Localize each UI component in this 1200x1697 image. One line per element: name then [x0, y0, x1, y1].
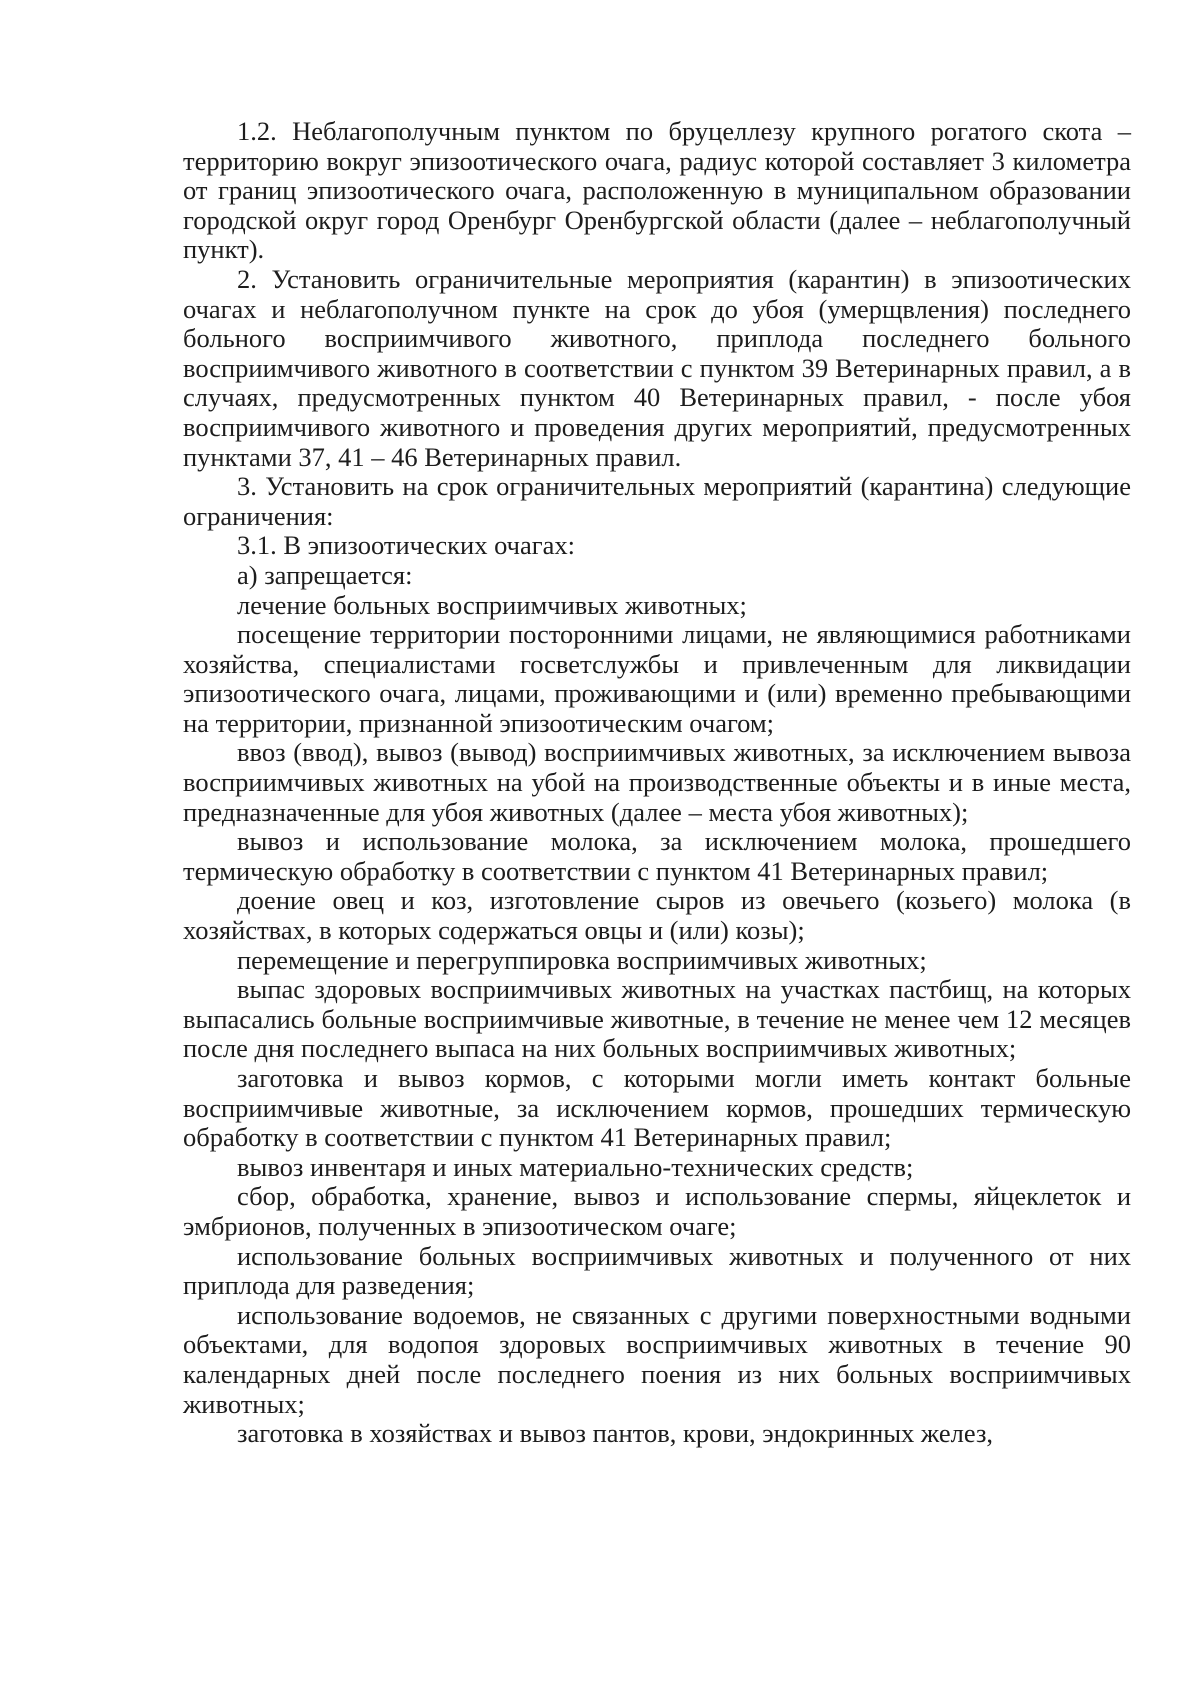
list-item: вывоз и использование молока, за исключением молока, прошедшего термическую обработку в соответствии с пунктом 41 Ветеринарных правил;: [183, 826, 1131, 886]
list-item: вывоз инвентаря и иных материально-технических средств;: [237, 1151, 914, 1182]
list-item: выпас здоровых восприимчивых животных на участках пастбищ, на которых выпасались больные восприимчивые животные, в течение не менее чем 12 месяцев после дня последнего выпаса на них больных восприимчивых животных;: [183, 974, 1131, 1064]
list-item: доение овец и коз, изготовление сыров из овечьего (козьего) молока (в хозяйствах, в которых содержаться овцы и (или) козы);: [183, 885, 1131, 946]
paragraph-1-2: 1.2. Неблагополучным пунктом по бруцеллезу крупного рогатого скота – территорию вокруг эпизоотического очага, радиус которой составляет 3 километра от границ эпизоотического очага, расположенную в муниципальном образовании городской округ город Оренбург Оренбургской области (далее – неблагополучный пункт).: [183, 116, 1131, 265]
list-item: сбор, обработка, хранение, вывоз и использование спермы, яйцеклеток и эмбрионов, полученных в эпизоотическом очаге;: [183, 1181, 1131, 1241]
paragraph-2: 2. Установить ограничительные мероприятия (карантин) в эпизоотических очагах и неблагополучном пункте на срок до убоя (умерщвления) последнего больного восприимчивого животного, приплода последнего больного восприимчивого животного в соответствии с пунктом 39 Ветеринарных правил, а в случаях, предусмотренных пунктом 40 Ветеринарных правил, - после убоя восприимчивого животного и проведения других мероприятий, предусмотренных пунктами 37, 41 – 46 Ветеринарных правил.: [183, 263, 1131, 472]
list-item: заготовка в хозяйствах и вывоз пантов, крови, эндокринных желез,: [237, 1418, 994, 1449]
list-item: использование больных восприимчивых животных и полученного от них приплода для разведения;: [183, 1240, 1131, 1301]
paragraph-3: 3. Установить на срок ограничительных мероприятий (карантина) следующие ограничения:: [183, 471, 1131, 531]
paragraph-3-1: 3.1. В эпизоотических очагах:: [237, 530, 575, 561]
list-item: использование водоемов, не связанных с другими поверхностными водными объектами, для водопоя здоровых восприимчивых животных в течение 90 календарных дней после последнего поения из них больных восприимчивых животных;: [183, 1299, 1131, 1419]
list-item: лечение больных восприимчивых животных;: [237, 589, 747, 620]
list-item: ввоз (ввод), вывоз (вывод) восприимчивых животных, за исключением вывоза восприимчивых животных на убой на производственные объекты и в иные места, предназначенные для убоя животных (далее – места убоя животных);: [183, 737, 1131, 827]
paragraph-a: а) запрещается:: [237, 559, 413, 590]
list-item: перемещение и перегруппировка восприимчивых животных;: [237, 944, 927, 975]
list-item: посещение территории посторонними лицами, не являющимися работниками хозяйства, специалистами госветслужбы и привлеченным для ликвидации эпизоотического очага, лицами, проживающими и (или) временно пребывающими на территории, признанной эпизоотическим очагом;: [183, 619, 1131, 738]
document-page: [183, 117, 1131, 1449]
list-item: заготовка и вывоз кормов, с которыми могли иметь контакт больные восприимчивые животные, за исключением кормов, прошедших термическую обработку в соответствии с пунктом 41 Ветеринарных правил;: [183, 1063, 1131, 1153]
